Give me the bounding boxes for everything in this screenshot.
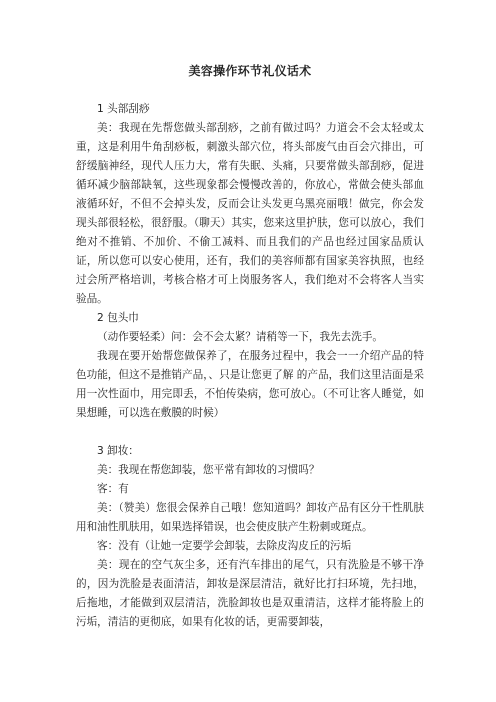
section-heading-head-scraping: 1 头部刮痧 (97, 103, 150, 115)
document-title: 美容操作环节礼仪话术 (188, 64, 312, 78)
paragraph-client-no: 客：没有（让她一定要学会卸装，去除皮沟皮丘的污垢 (97, 540, 352, 552)
paragraph-cleansing-explanation: 美：现在的空气灰尘多，还有汽车排出的尾气，只有洗脸是不够干净的，因为洗脸是表面清洁，卸妆是深层清洁，就好比打扫环境，先扫地，后拖地，才能做到双层清洁，洗脸卸妆也是双重清洁，这样才能将脸上的污垢，清洁的更彻底，如果有化妆的话，更需要卸装， (76, 559, 424, 628)
section-heading-makeup-removal: 3 卸妆： (97, 445, 139, 457)
paragraph-client-yes: 客：有 (97, 483, 129, 495)
blank-line (76, 423, 424, 442)
paragraph-head-scraping-script: 美：我现在先帮您做头部刮痧，之前有做过吗？力道会不会太轻或太重，这是利用牛角刮痧板，刺激头部穴位，将头部废气由百会穴排出，可舒缓脑神经，现代人压力大，常有失眠、头痛，只要常做头部刮痧，促进循环减少脑部缺氧，这些现象都会慢慢改善的，你放心，常做会使头部血液循环好，不但不会掉头发，反而会让头发更乌黑亮丽哦！做完，你会发现头部很轻松，很舒服。（聊天）其实，您来这里护肤，您可以放心，我们绝对不推销、不加价、不偷工减料、而且我们的产品也经过国家品质认证，所以您可以安心使用，还有，我们的美容师都有国家美容执照，也经过会所严格培训，考核合格才可上岗服务客人，我们绝对不会将客人当实验品。 (76, 122, 424, 305)
paragraph-beautician-question: 美：我现在帮您卸装，您平常有卸妆的习惯吗？ (97, 464, 320, 476)
paragraph-head-wrap-question: （动作要轻柔）问：会不会太紧？请稍等一下，我先去洗手。 (97, 331, 384, 343)
paragraph-care-intro: 我现在要开始帮您做保养了，在服务过程中，我会一一介绍产品的特色功能，但这不是推销产品，、只是让您更了解 的产品，我们这里洁面是采用一次性面巾，用完即丢，不怕传染病，您可放心。（不可让客人睡觉，如果想睡，可以选在敷膜的时候） (76, 350, 424, 419)
paragraph-beautician-praise: 美：（赞美）您很会保养自己哦！您知道吗？卸妆产品有区分干性肌肤用和油性肌肤用，如果选择错误，也会使皮肤产生粉刺或斑点。 (76, 502, 424, 533)
section-heading-head-wrap: 2 包头巾 (97, 312, 139, 324)
